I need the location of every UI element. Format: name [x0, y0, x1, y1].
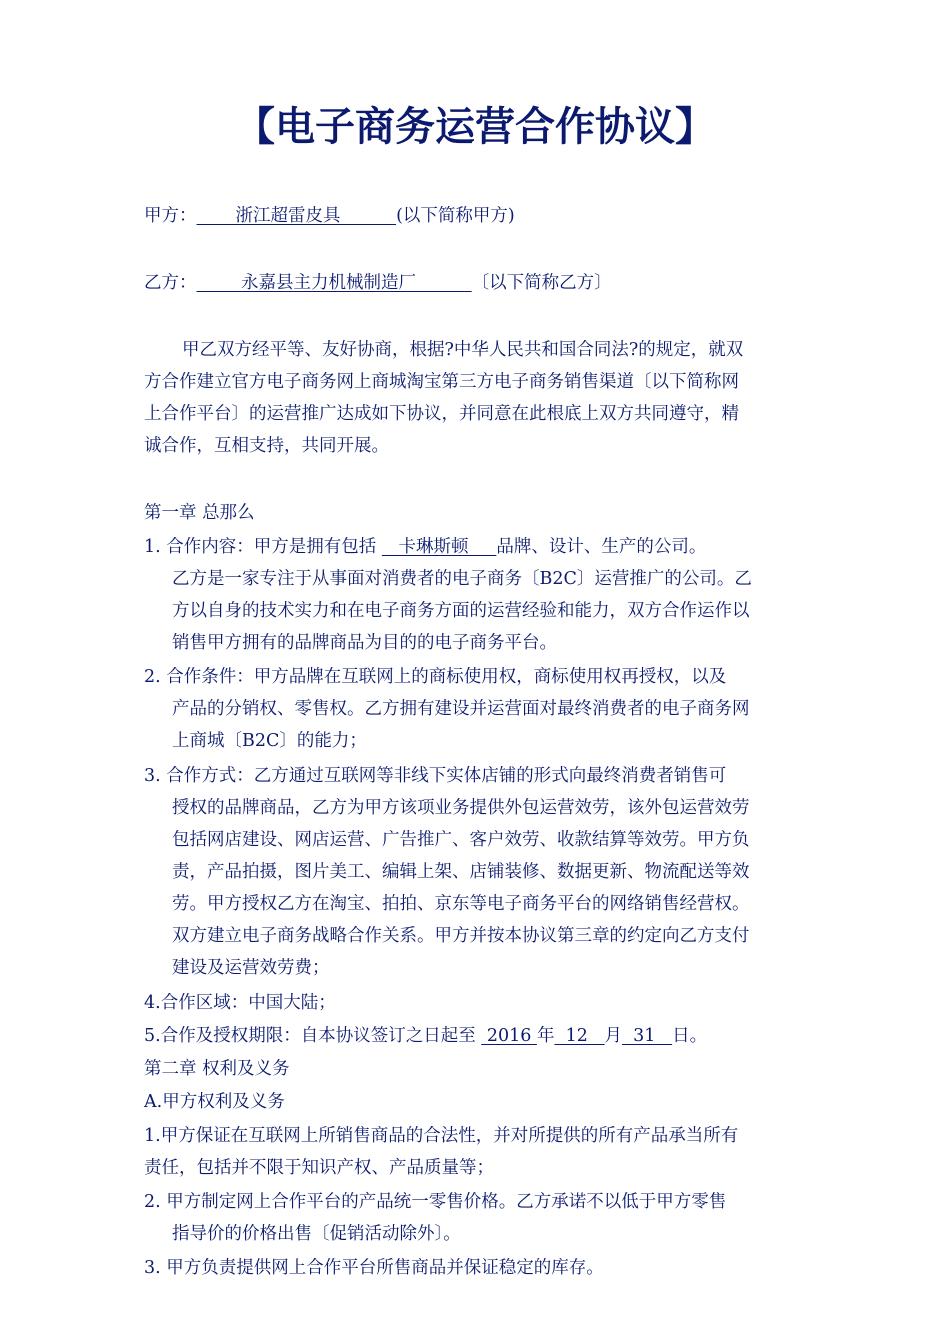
a2-line: 指导价的价格出售〔促销活动除外〕。 — [172, 1224, 461, 1244]
item5-day: 31 — [622, 1026, 673, 1046]
party-a-line — [144, 204, 515, 228]
item5-day-unit: 日。 — [672, 1026, 708, 1046]
item5-line — [144, 1024, 707, 1048]
item1-first-line — [144, 535, 706, 559]
item2-line: 上商城〔B2C〕的能力； — [172, 731, 367, 751]
a1-line: 1.甲方保证在互联网上所销售商品的合法性，并对所提供的所有产品承当所有 — [144, 1126, 739, 1146]
intro-line: 甲乙双方经平等、友好协商，根据?中华人民共和国合同法?的规定，就双 — [182, 340, 744, 360]
item1-line: 销售甲方拥有的品牌商品为目的的电子商务平台。 — [172, 633, 557, 653]
item2-line: 2. 合作条件：甲方品牌在互联网上的商标使用权，商标使用权再授权，以及 — [144, 667, 727, 687]
a2-line: 2. 甲方制定网上合作平台的产品统一零售价格。乙方承诺不以低于甲方零售 — [144, 1192, 727, 1212]
item5-year: 2016 — [481, 1026, 537, 1046]
party-a-label: 甲方： — [144, 206, 197, 226]
intro-line: 诚合作，互相支持，共同开展。 — [144, 436, 389, 456]
item2-line: 产品的分销权、零售权。乙方拥有建设并运营面对最终消费者的电子商务网 — [172, 699, 750, 719]
document-title: 【电子商务运营合作协议】 — [235, 104, 715, 150]
intro-line: 上合作平台〕的运营推广达成如下协议，并同意在此根底上双方共同遵守，精 — [144, 404, 739, 424]
party-b-line — [144, 271, 612, 295]
item5-month-unit: 月 — [604, 1026, 623, 1046]
party-a-suffix: (以下简称甲方) — [396, 206, 515, 226]
chapter1-title: 第一章 总那么 — [144, 503, 255, 523]
item3-line: 授权的品牌商品，乙方为甲方该项业务提供外包运营效劳，该外包运营效劳 — [172, 798, 750, 818]
item3-line: 责，产品拍摄，图片美工、编辑上架、店铺装修、数据更新、物流配送等效 — [172, 862, 750, 882]
a1-line: 责任，包括并不限于知识产权、产品质量等； — [144, 1158, 494, 1178]
item5-prefix: 5.合作及授权期限：自本协议签订之日起至 — [144, 1026, 482, 1046]
item3-line: 3. 合作方式：乙方通过互联网等非线下实体店铺的形式向最终消费者销售可 — [144, 766, 727, 786]
item5-year-unit: 年 — [536, 1026, 555, 1046]
a3-line: 3. 甲方负责提供网上合作平台所售商品并保证稳定的库存。 — [144, 1258, 604, 1278]
item3-line: 包括网店建设、网店运营、广告推广、客户效劳、收款结算等效劳。甲方负 — [172, 830, 750, 850]
item1-prefix: 1. 合作内容：甲方是拥有包括 — [144, 537, 382, 557]
item4-line: 4.合作区域：中国大陆； — [144, 993, 336, 1013]
party-b-label: 乙方： — [144, 273, 197, 293]
item3-line: 建设及运营效劳费； — [172, 958, 330, 978]
item3-line: 双方建立电子商务战略合作关系。甲方并按本协议第三章的约定向乙方支付 — [172, 926, 750, 946]
section-a-title: A.甲方权利及义务 — [144, 1092, 285, 1112]
chapter2-title: 第二章 权利及义务 — [144, 1059, 290, 1079]
item1-suffix: 品牌、设计、生产的公司。 — [496, 537, 707, 557]
party-b-suffix: 〔以下简称乙方〕 — [471, 273, 612, 293]
item1-brand: 卡琳斯顿 — [381, 537, 497, 557]
party-a-name: 浙江超雷皮具 — [196, 206, 397, 226]
party-b-name: 永嘉县主力机械制造厂 — [196, 273, 472, 293]
item1-line: 方以自身的技术实力和在电子商务方面的运营经验和能力，双方合作运作以 — [172, 601, 750, 621]
item3-line: 劳。甲方授权乙方在淘宝、拍拍、京东等电子商务平台的网络销售经营权。 — [172, 894, 750, 914]
item5-month: 12 — [554, 1026, 605, 1046]
item1-line: 乙方是一家专注于从事面对消费者的电子商务〔B2C〕运营推广的公司。乙 — [172, 569, 752, 589]
intro-line: 方合作建立官方电子商务网上商城淘宝第三方电子商务销售渠道〔以下简称网 — [144, 372, 739, 392]
